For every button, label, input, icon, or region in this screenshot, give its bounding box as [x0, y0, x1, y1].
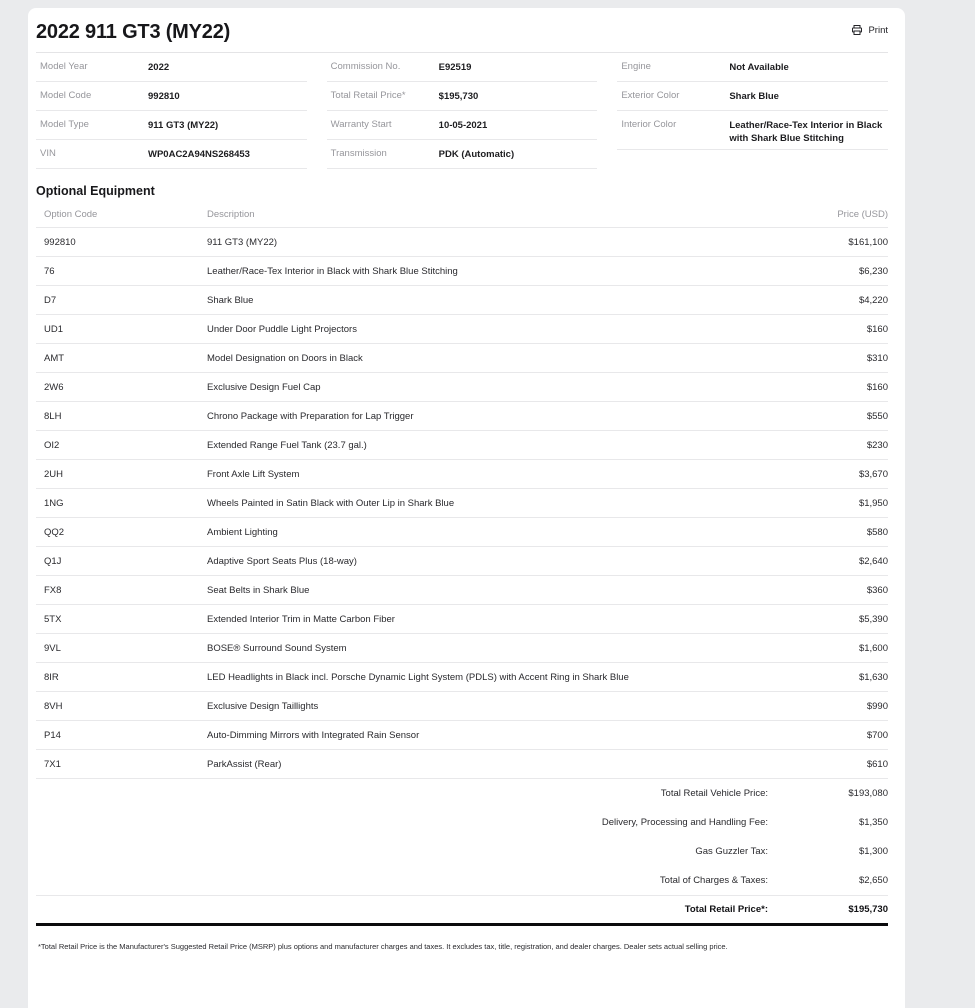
option-price: $3,670 [858, 468, 888, 480]
option-description: Auto-Dimming Mirrors with Integrated Rain Sensor [207, 729, 420, 741]
price-disclaimer: *Total Retail Price is the Manufacturer's Suggested Retail Price (MSRP) plus options and manufacturer charges and taxes. It excludes tax, title, registration, and dealer charges. Dealer sets actual selling price. [38, 942, 728, 951]
option-code: 76 [44, 265, 55, 277]
option-price: $610 [866, 758, 888, 770]
option-price: $160 [866, 323, 888, 335]
vehicle-sheet-card [28, 8, 905, 1008]
table-row [36, 663, 888, 692]
total-label: Total of Charges & Taxes: [659, 875, 768, 886]
total-label: Gas Guzzler Tax: [695, 846, 768, 857]
option-description: Chrono Package with Preparation for Lap Trigger [207, 410, 414, 422]
option-price: $1,600 [858, 642, 888, 654]
table-row [36, 634, 888, 663]
option-code: 8LH [44, 410, 62, 422]
grand-total-label: Total Retail Price*: [684, 904, 768, 915]
info-row-model-code [36, 82, 307, 111]
info-label: Transmission [330, 148, 387, 159]
option-price: $230 [866, 439, 888, 451]
option-price: $4,220 [858, 294, 888, 306]
option-description: 911 GT3 (MY22) [207, 236, 278, 248]
option-code: 2UH [44, 468, 64, 480]
table-row [36, 721, 888, 750]
option-description: Seat Belts in Shark Blue [207, 584, 310, 596]
option-code: 1NG [44, 497, 64, 509]
table-row [36, 402, 888, 431]
option-code: 7X1 [44, 758, 61, 770]
info-value: 911 GT3 (MY22) [148, 120, 219, 131]
option-description: Adaptive Sport Seats Plus (18-way) [207, 555, 357, 567]
table-row [36, 431, 888, 460]
info-row-commission-no [327, 53, 598, 82]
option-code: Q1J [44, 555, 62, 567]
option-price: $550 [866, 410, 888, 422]
option-description: Extended Range Fuel Tank (23.7 gal.) [207, 439, 367, 451]
info-label: Commission No. [330, 61, 401, 72]
table-row [36, 344, 888, 373]
info-row-total-retail-price [327, 82, 598, 111]
option-price: $1,630 [858, 671, 888, 683]
info-label: Warranty Start [330, 119, 392, 130]
total-value: $2,650 [858, 875, 888, 886]
table-row [36, 373, 888, 402]
info-label: Model Year [40, 61, 88, 72]
column-header-option-code: Option Code [44, 209, 98, 220]
table-row [36, 228, 888, 257]
table-header-row [36, 202, 888, 228]
total-value: $193,080 [848, 788, 888, 799]
table-row [36, 518, 888, 547]
info-label: Model Type [40, 119, 89, 130]
total-label: Delivery, Processing and Handling Fee: [601, 817, 768, 828]
option-price: $580 [866, 526, 888, 538]
info-value: Not Available [729, 62, 789, 73]
info-value: 10-05-2021 [438, 120, 488, 131]
option-code: QQ2 [44, 526, 65, 538]
option-description: Extended Interior Trim in Matte Carbon Fiber [207, 613, 395, 625]
table-row [36, 489, 888, 518]
info-value: E92519 [438, 62, 472, 73]
grand-total-value: $195,730 [848, 904, 888, 915]
total-charges-taxes-row [36, 866, 888, 895]
info-value: PDK (Automatic) [438, 149, 515, 160]
info-label: Engine [621, 61, 651, 72]
option-price: $360 [866, 584, 888, 596]
info-value: 992810 [148, 91, 180, 102]
option-code: OI2 [44, 439, 60, 451]
info-label: Interior Color [621, 119, 677, 130]
info-row-transmission [327, 140, 598, 169]
option-code: 5TX [44, 613, 62, 625]
vehicle-info-column-1 [36, 53, 307, 169]
total-value: $1,350 [858, 817, 888, 828]
option-description: Exclusive Design Taillights [207, 700, 319, 712]
option-code: 992810 [44, 236, 76, 248]
table-row [36, 286, 888, 315]
grand-total-row [36, 895, 888, 926]
card-header [36, 16, 888, 52]
info-label: Total Retail Price* [330, 90, 406, 101]
table-row [36, 750, 888, 779]
table-row [36, 692, 888, 721]
info-value: 2022 [148, 62, 170, 73]
option-price: $6,230 [858, 265, 888, 277]
info-value: $195,730 [438, 91, 479, 102]
print-button[interactable] [851, 16, 888, 36]
option-code: D7 [44, 294, 57, 306]
option-price: $5,390 [858, 613, 888, 625]
total-value: $1,300 [858, 846, 888, 857]
info-label: VIN [40, 148, 56, 159]
gas-guzzler-tax-row [36, 837, 888, 866]
total-label: Total Retail Vehicle Price: [660, 788, 768, 799]
table-row [36, 576, 888, 605]
vehicle-info-grid [36, 53, 888, 169]
option-code: 9VL [44, 642, 61, 654]
info-row-warranty-start [327, 111, 598, 140]
option-price: $1,950 [858, 497, 888, 509]
print-button-label: Print [868, 24, 888, 36]
option-code: 8VH [44, 700, 63, 712]
optional-equipment-table [36, 202, 888, 779]
printer-icon [851, 24, 863, 36]
option-description: Leather/Race-Tex Interior in Black with Shark Blue Stitching [207, 265, 458, 277]
option-code: 8IR [44, 671, 59, 683]
column-header-price: Price (USD) [837, 209, 888, 220]
table-row [36, 547, 888, 576]
option-code: UD1 [44, 323, 64, 335]
info-row-interior-color [617, 111, 888, 150]
info-row-model-year [36, 53, 307, 82]
option-code: P14 [44, 729, 61, 741]
info-label: Model Code [40, 90, 92, 101]
table-row [36, 315, 888, 344]
option-price: $161,100 [848, 236, 888, 248]
option-price: $160 [866, 381, 888, 393]
option-description: Shark Blue [207, 294, 254, 306]
info-value: Leather/Race-Tex Interior in Black with Shark Blue Stitching [729, 120, 883, 144]
info-value: Shark Blue [729, 91, 779, 102]
option-price: $700 [866, 729, 888, 741]
info-row-exterior-color [617, 82, 888, 111]
page-title: 2022 911 GT3 (MY22) [36, 21, 231, 43]
totals-section [36, 779, 888, 926]
table-row [36, 605, 888, 634]
option-description: Ambient Lighting [207, 526, 278, 538]
table-row [36, 460, 888, 489]
option-description: Front Axle Lift System [207, 468, 300, 480]
column-header-description: Description [207, 209, 255, 220]
option-description: Model Designation on Doors in Black [207, 352, 363, 364]
option-code: AMT [44, 352, 65, 364]
option-description: Under Door Puddle Light Projectors [207, 323, 357, 335]
info-row-model-type [36, 111, 307, 140]
info-row-engine [617, 53, 888, 82]
table-row [36, 257, 888, 286]
delivery-fee-row [36, 808, 888, 837]
option-price: $2,640 [858, 555, 888, 567]
option-description: ParkAssist (Rear) [207, 758, 282, 770]
total-retail-vehicle-price-row [36, 779, 888, 808]
option-description: BOSE® Surround Sound System [207, 642, 347, 654]
info-value: WP0AC2A94NS268453 [148, 149, 250, 160]
info-row-vin [36, 140, 307, 169]
vehicle-info-column-3 [617, 53, 888, 169]
option-price: $990 [866, 700, 888, 712]
option-price: $310 [866, 352, 888, 364]
option-description: LED Headlights in Black incl. Porsche Dynamic Light System (PDLS) with Accent Ring in Shark Blue [207, 671, 629, 683]
info-label: Exterior Color [621, 90, 680, 101]
option-description: Wheels Painted in Satin Black with Outer Lip in Shark Blue [207, 497, 455, 509]
vehicle-info-column-2 [327, 53, 598, 169]
optional-equipment-heading: Optional Equipment [36, 184, 155, 198]
option-code: FX8 [44, 584, 62, 596]
option-code: 2W6 [44, 381, 64, 393]
option-description: Exclusive Design Fuel Cap [207, 381, 321, 393]
